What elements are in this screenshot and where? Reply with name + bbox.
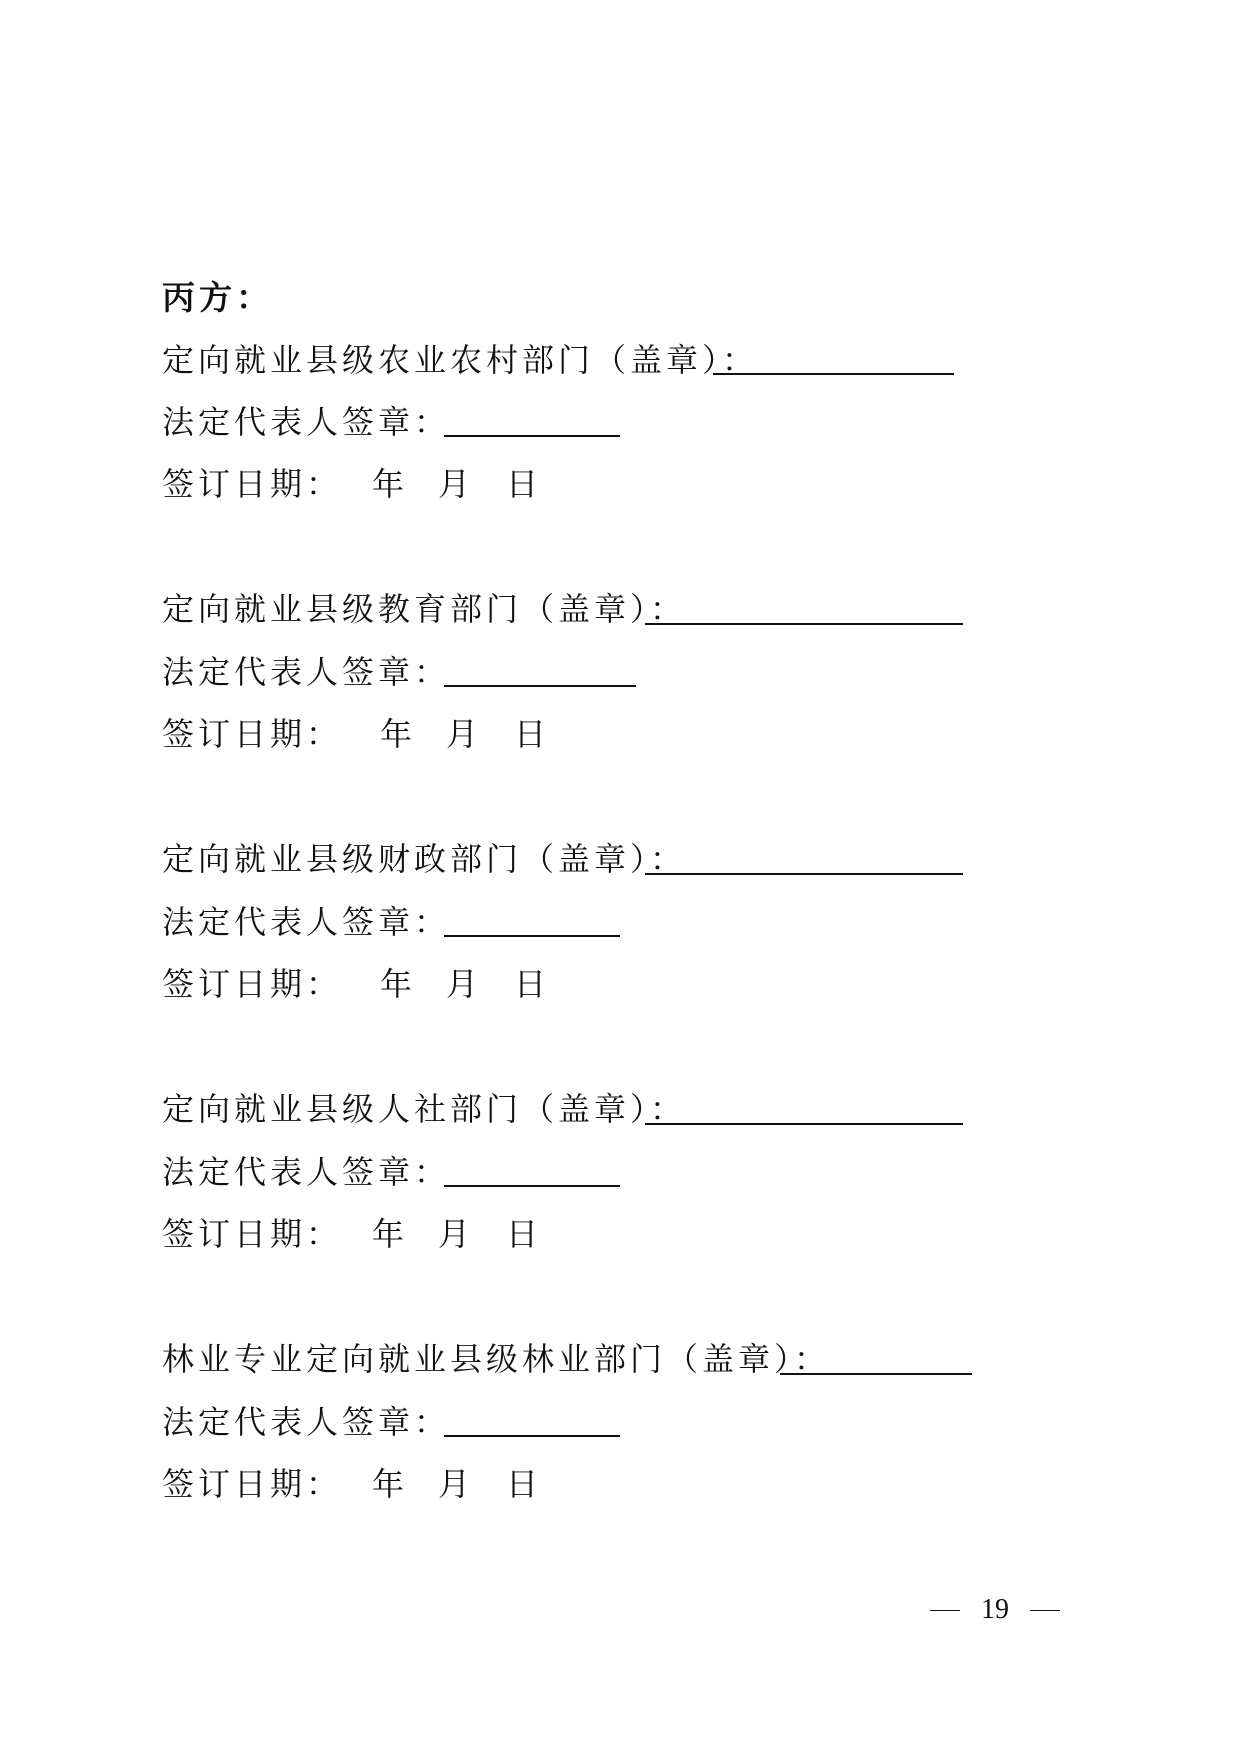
rep-signature-line-hr[interactable] bbox=[444, 1185, 620, 1187]
date-label-forestry: 签订日期： bbox=[162, 1465, 343, 1503]
date-label-finance: 签订日期： bbox=[162, 965, 343, 1003]
date-day-hr: 日 bbox=[506, 1215, 539, 1253]
dept-seal-line-hr[interactable] bbox=[645, 1123, 963, 1125]
date-day-agriculture: 日 bbox=[506, 465, 539, 503]
date-year-education: 年 bbox=[380, 715, 413, 753]
dept-label-hr: 定向就业县级人社部门（盖章）： bbox=[162, 1090, 687, 1128]
rep-label-education: 法定代表人签章： bbox=[162, 653, 451, 691]
dept-label-forestry: 林业专业定向就业县级林业部门（盖章）： bbox=[162, 1340, 831, 1378]
dept-label-agriculture: 定向就业县级农业农村部门（盖章）： bbox=[162, 341, 759, 379]
page-number: 19 bbox=[981, 1594, 1009, 1625]
page-footer bbox=[930, 1592, 1060, 1628]
date-day-finance: 日 bbox=[514, 965, 547, 1003]
dept-seal-line-finance[interactable] bbox=[645, 873, 963, 875]
date-month-agriculture: 月 bbox=[438, 465, 471, 503]
date-year-agriculture: 年 bbox=[372, 465, 405, 503]
rep-label-forestry: 法定代表人签章： bbox=[162, 1403, 451, 1441]
rep-signature-line-finance[interactable] bbox=[444, 935, 620, 937]
date-month-education: 月 bbox=[446, 715, 479, 753]
rep-signature-line-forestry[interactable] bbox=[444, 1435, 620, 1437]
date-month-forestry: 月 bbox=[438, 1465, 471, 1503]
date-day-forestry: 日 bbox=[506, 1465, 539, 1503]
dept-seal-line-education[interactable] bbox=[645, 623, 963, 625]
dept-label-education: 定向就业县级教育部门（盖章）： bbox=[162, 590, 687, 628]
rep-label-finance: 法定代表人签章： bbox=[162, 903, 451, 941]
date-year-forestry: 年 bbox=[372, 1465, 405, 1503]
date-month-finance: 月 bbox=[446, 965, 479, 1003]
footer-dash-right bbox=[1030, 1610, 1060, 1611]
date-day-education: 日 bbox=[514, 715, 547, 753]
rep-signature-line-agriculture[interactable] bbox=[444, 435, 620, 437]
dept-seal-line-agriculture[interactable] bbox=[713, 373, 954, 375]
party-heading: 丙方： bbox=[162, 278, 273, 317]
date-year-finance: 年 bbox=[380, 965, 413, 1003]
dept-seal-line-forestry[interactable] bbox=[780, 1373, 972, 1375]
date-label-agriculture: 签订日期： bbox=[162, 465, 343, 503]
rep-signature-line-education[interactable] bbox=[444, 685, 636, 687]
date-label-education: 签订日期： bbox=[162, 715, 343, 753]
date-year-hr: 年 bbox=[372, 1215, 405, 1253]
rep-label-hr: 法定代表人签章： bbox=[162, 1153, 451, 1191]
dept-label-finance: 定向就业县级财政部门（盖章）： bbox=[162, 840, 687, 878]
date-month-hr: 月 bbox=[438, 1215, 471, 1253]
date-label-hr: 签订日期： bbox=[162, 1215, 343, 1253]
rep-label-agriculture: 法定代表人签章： bbox=[162, 403, 451, 441]
footer-dash-left bbox=[930, 1610, 960, 1611]
